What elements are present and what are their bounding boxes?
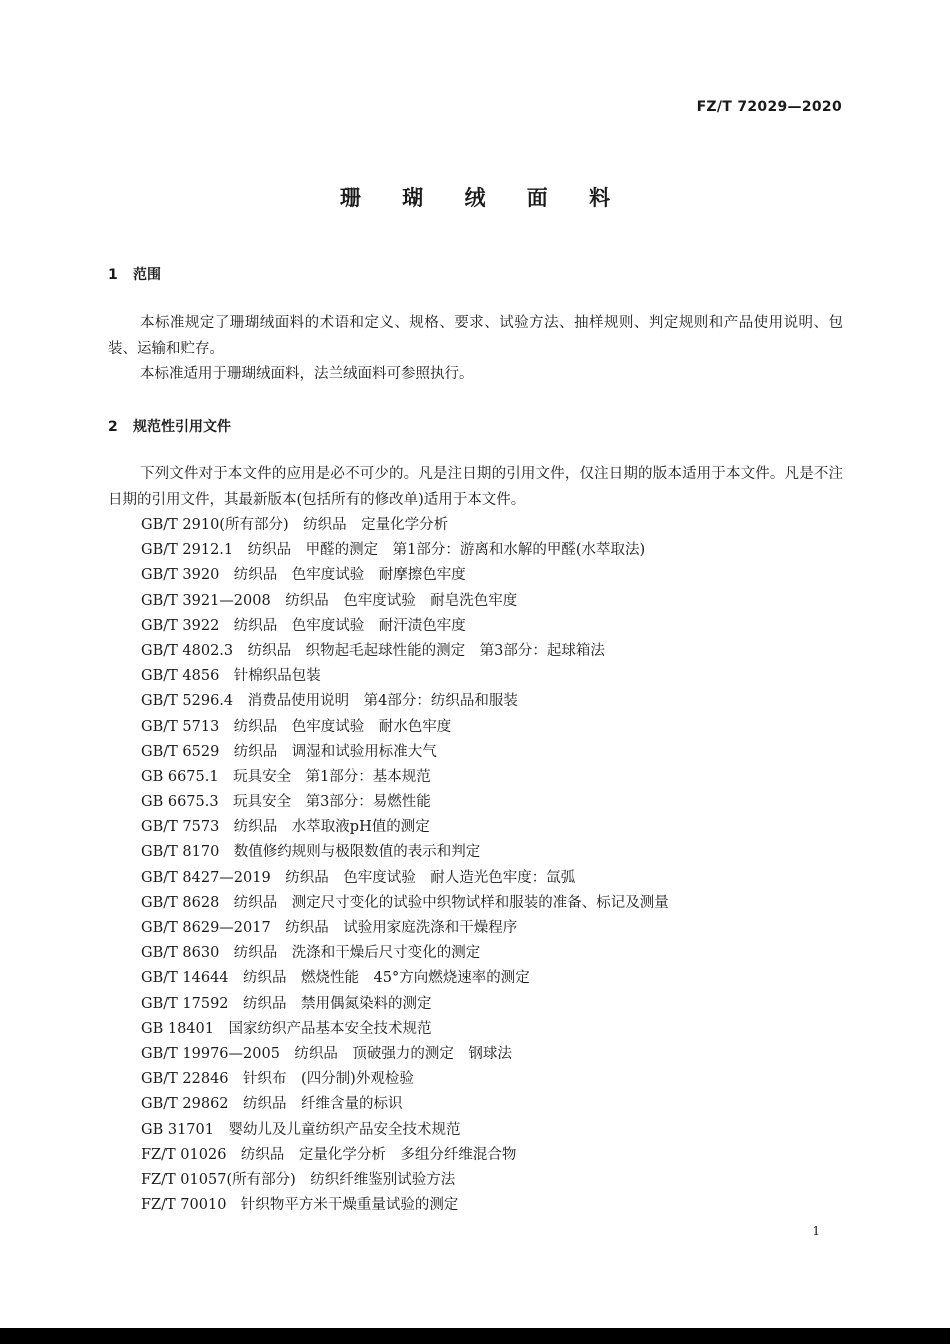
reference-item: GB/T 8628 纺织品 测定尺寸变化的试验中织物试样和服装的准备、标记及测量 (141, 894, 669, 911)
reference-item: GB 31701 婴幼儿及儿童纺织产品安全技术规范 (141, 1121, 461, 1138)
reference-item: GB/T 3920 纺织品 色牢度试验 耐摩擦色牢度 (141, 567, 466, 584)
reference-item: GB/T 8427—2019 纺织品 色牢度试验 耐人造光色牢度：氙弧 (141, 869, 576, 886)
section-title: 规范性引用文件 (133, 419, 231, 435)
reference-item: GB 18401 国家纺织产品基本安全技术规范 (141, 1020, 432, 1037)
reference-item: GB/T 3922 纺织品 色牢度试验 耐汗渍色牢度 (141, 617, 466, 634)
reference-item: GB/T 19976—2005 纺织品 顶破强力的测定 钢球法 (141, 1045, 512, 1062)
section-title: 范围 (133, 267, 161, 283)
section-number: 1 (108, 267, 118, 283)
reference-item: GB/T 22846 针织布 (四分制)外观检验 (141, 1071, 414, 1088)
document-title: 珊 瑚 绒 面 料 (339, 186, 628, 210)
normative-references-list (141, 513, 669, 1218)
bottom-edge-bar (0, 1328, 950, 1344)
reference-item: GB/T 29862 纺织品 纤维含量的标识 (141, 1096, 403, 1113)
reference-item: GB/T 14644 纺织品 燃烧性能 45°方向燃烧速率的测定 (141, 970, 530, 987)
reference-item: GB/T 3921—2008 纺织品 色牢度试验 耐皂洗色牢度 (141, 592, 518, 609)
reference-item: GB/T 8629—2017 纺织品 试验用家庭洗涤和干燥程序 (141, 920, 518, 936)
reference-item: GB/T 5296.4 消费品使用说明 第4部分：纺织品和服装 (141, 693, 518, 710)
reference-item: GB 6675.1 玩具安全 第1部分：基本规范 (141, 768, 431, 785)
section-2-heading (108, 416, 231, 436)
page-number: 1 (812, 1224, 820, 1238)
reference-item: FZ/T 01026 纺织品 定量化学分析 多组分纤维混合物 (141, 1146, 517, 1163)
references-intro-paragraph: 下列文件对于本文件的应用是必不可少的。凡是注日期的引用文件，仅注日期的版本适用于本文件。凡是不注日期的引用文件，其最新版本(包括所有的修改单)适用于本文件。 (108, 466, 843, 508)
scope-paragraph-2: 本标准适用于珊瑚绒面料，法兰绒面料可参照执行。 (140, 366, 474, 382)
reference-item: GB/T 2912.1 纺织品 甲醛的测定 第1部分：游离和水解的甲醛(水萃取法) (141, 542, 646, 559)
reference-item: GB/T 17592 纺织品 禁用偶氮染料的测定 (141, 995, 432, 1012)
reference-item: GB/T 4802.3 纺织品 织物起毛起球性能的测定 第3部分：起球箱法 (141, 642, 605, 659)
reference-item: GB 6675.3 玩具安全 第3部分：易燃性能 (141, 794, 431, 811)
section-number: 2 (108, 419, 118, 435)
reference-item: GB/T 5713 纺织品 色牢度试验 耐水色牢度 (141, 718, 452, 735)
reference-item: GB/T 7573 纺织品 水萃取液pH值的测定 (141, 819, 430, 836)
section-1-heading (108, 264, 161, 284)
standard-code: FZ/T 72029—2020 (696, 99, 842, 115)
reference-item: GB/T 4856 针棉织品包装 (141, 668, 321, 685)
reference-item: GB/T 2910(所有部分) 纺织品 定量化学分析 (141, 517, 449, 533)
reference-item: FZ/T 01057(所有部分) 纺织纤维鉴别试验方法 (141, 1171, 456, 1188)
reference-item: GB/T 8630 纺织品 洗涤和干燥后尺寸变化的测定 (141, 945, 481, 962)
reference-item: GB/T 8170 数值修约规则与极限数值的表示和判定 (141, 844, 481, 861)
reference-item: FZ/T 70010 针织物平方米干燥重量试验的测定 (141, 1197, 459, 1214)
scope-paragraph-1: 本标准规定了珊瑚绒面料的术语和定义、规格、要求、试验方法、抽样规则、判定规则和产品使用说明、包装、运输和贮存。 (108, 315, 843, 357)
reference-item: GB/T 6529 纺织品 调湿和试验用标准大气 (141, 743, 437, 760)
